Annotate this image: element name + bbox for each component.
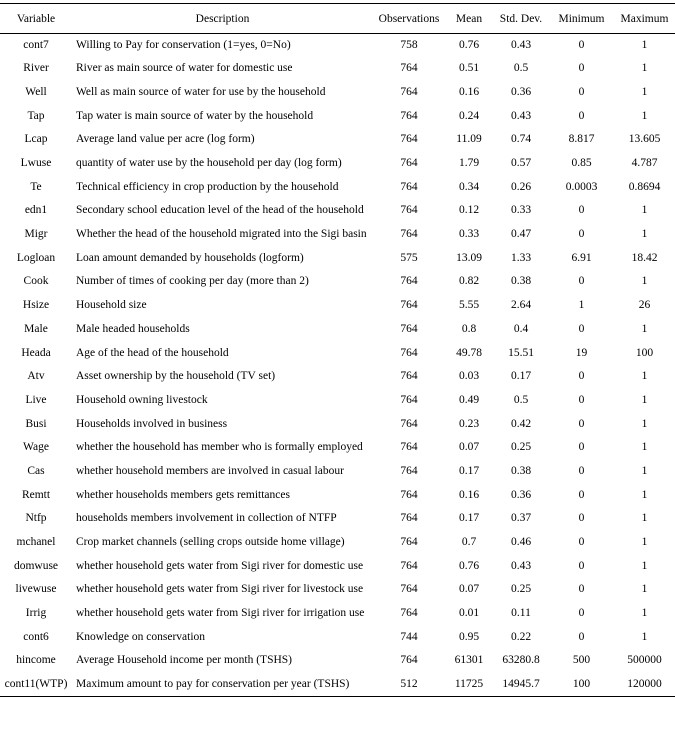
cell-description: whether household gets water from Sigi river for domestic use — [76, 559, 364, 572]
cell-variable: Atv — [27, 370, 45, 383]
cell-variable: Cook — [23, 275, 49, 288]
cell-maximum: 13.605 — [628, 133, 661, 146]
cell-description: Household owning livestock — [76, 393, 208, 406]
cell-description: Technical efficiency in crop production by the household — [76, 180, 339, 193]
table-row — [0, 152, 675, 176]
cell-std-dev: 0.26 — [510, 180, 532, 193]
cell-minimum: 0 — [578, 583, 585, 596]
cell-observations: 512 — [373, 673, 445, 697]
cell-mean: 0.49 — [458, 393, 480, 406]
cell-variable: Live — [25, 393, 47, 406]
table-row — [0, 34, 675, 58]
cell-mean: 0.16 — [458, 85, 480, 98]
cell-minimum: 19 — [575, 346, 588, 359]
cell-description: Age of the head of the household — [76, 346, 229, 359]
cell-maximum: 1 — [641, 109, 648, 122]
cell-observations: 764 — [400, 157, 418, 170]
cell-variable: cont11(WTP) — [0, 673, 72, 697]
cell-observations: 764 — [400, 133, 418, 146]
cell-mean: 0.95 — [458, 630, 480, 643]
cell-variable: Cas — [27, 464, 45, 477]
cell-mean: 0.03 — [458, 370, 480, 383]
cell-observations: 758 — [400, 38, 418, 51]
cell-description: whether household gets water from Sigi river for livestock use — [76, 583, 364, 596]
cell-minimum: 0 — [578, 204, 585, 217]
table-row — [0, 649, 675, 673]
cell-observations: 764 — [400, 441, 418, 454]
cell-variable: Lwuse — [20, 157, 52, 170]
cell-mean: 5.55 — [458, 299, 480, 312]
table-row — [0, 81, 675, 105]
cell-observations: 764 — [400, 228, 418, 241]
cell-mean: 0.17 — [458, 512, 480, 525]
header-mean: Mean — [445, 4, 493, 34]
cell-maximum: 500000 — [627, 654, 662, 667]
cell-std-dev: 0.43 — [510, 38, 532, 51]
cell-std-dev: 0.22 — [510, 630, 532, 643]
cell-mean: 0.07 — [458, 583, 480, 596]
cell-variable: River — [23, 62, 49, 75]
cell-variable: edn1 — [24, 204, 48, 217]
cell-std-dev: 0.43 — [510, 559, 532, 572]
table-row — [0, 602, 675, 626]
table-header-row — [0, 4, 675, 34]
cell-variable: cont7 — [23, 38, 49, 51]
cell-minimum: 0 — [578, 488, 585, 501]
cell-description: whether household gets water from Sigi river for irrigation use — [76, 607, 365, 620]
cell-mean: 11.09 — [456, 133, 482, 146]
table-row — [0, 484, 675, 508]
cell-maximum: 1 — [641, 417, 648, 430]
cell-minimum: 6.91 — [571, 251, 592, 264]
cell-description: Household size — [76, 299, 147, 312]
table-row — [0, 105, 675, 129]
table-row — [0, 507, 675, 531]
cell-description: whether households members gets remittances — [76, 488, 290, 501]
cell-variable: Tap — [27, 109, 45, 122]
table-row — [0, 341, 675, 365]
cell-mean: 49.78 — [456, 346, 482, 359]
descriptive-statistics-table — [0, 3, 675, 697]
cell-std-dev: 0.11 — [511, 607, 531, 620]
header-description: Description — [72, 4, 373, 34]
table-row — [0, 128, 675, 152]
table-row — [0, 270, 675, 294]
cell-minimum: 0 — [578, 109, 585, 122]
cell-observations: 764 — [400, 512, 418, 525]
cell-minimum: 0 — [578, 228, 585, 241]
cell-description: whether household members are involved in casual labour — [76, 464, 344, 477]
table-row — [0, 294, 675, 318]
cell-observations: 764 — [400, 559, 418, 572]
cell-observations: 764 — [400, 275, 418, 288]
cell-description: Number of times of cooking per day (more than 2) — [76, 275, 309, 288]
cell-minimum: 0 — [578, 559, 585, 572]
cell-mean: 11725 — [445, 673, 493, 697]
cell-description: Male headed households — [76, 322, 190, 335]
table-row — [0, 531, 675, 555]
cell-minimum: 0 — [578, 464, 585, 477]
cell-observations: 764 — [400, 417, 418, 430]
cell-description: Whether the head of the household migrated into the Sigi basin — [76, 228, 367, 241]
cell-maximum: 18.42 — [631, 251, 658, 264]
cell-maximum: 1 — [641, 85, 648, 98]
cell-std-dev: 0.36 — [510, 488, 532, 501]
cell-minimum: 1 — [578, 299, 585, 312]
cell-minimum: 0 — [578, 417, 585, 430]
cell-mean: 0.17 — [458, 464, 480, 477]
cell-maximum: 1 — [641, 275, 648, 288]
cell-std-dev: 0.38 — [510, 464, 532, 477]
cell-mean: 0.8 — [461, 322, 477, 335]
cell-mean: 0.07 — [458, 441, 480, 454]
cell-maximum: 120000 — [614, 673, 675, 697]
table-row — [0, 199, 675, 223]
cell-variable: Well — [25, 85, 47, 98]
cell-variable: hincome — [16, 654, 56, 667]
cell-minimum: 0 — [578, 441, 585, 454]
cell-std-dev: 0.5 — [513, 62, 529, 75]
cell-mean: 0.34 — [458, 180, 480, 193]
cell-maximum: 1 — [641, 204, 648, 217]
cell-std-dev: 0.36 — [510, 85, 532, 98]
cell-variable: Male — [24, 322, 48, 335]
cell-maximum: 1 — [641, 464, 648, 477]
cell-observations: 575 — [400, 251, 418, 264]
cell-description: Willing to Pay for conservation (1=yes, 0=No) — [76, 38, 291, 51]
cell-maximum: 1 — [641, 488, 648, 501]
cell-std-dev: 0.43 — [510, 109, 532, 122]
cell-description: Households involved in business — [76, 417, 228, 430]
cell-description: Loan amount demanded by households (logform) — [76, 251, 304, 264]
cell-minimum: 0 — [578, 630, 585, 643]
table-row — [0, 673, 675, 697]
table-row — [0, 389, 675, 413]
cell-mean: 0.12 — [458, 204, 480, 217]
table-row — [0, 365, 675, 389]
cell-minimum: 0 — [578, 38, 585, 51]
cell-std-dev: 0.4 — [513, 322, 529, 335]
cell-maximum: 1 — [641, 536, 648, 549]
table-row — [0, 223, 675, 247]
cell-std-dev: 0.74 — [510, 133, 532, 146]
cell-observations: 764 — [400, 393, 418, 406]
cell-observations: 764 — [400, 346, 418, 359]
cell-std-dev: 0.33 — [510, 204, 532, 217]
cell-maximum: 0.8694 — [628, 180, 661, 193]
cell-variable: Logloan — [16, 251, 56, 264]
cell-minimum: 0 — [578, 370, 585, 383]
cell-observations: 764 — [400, 204, 418, 217]
cell-maximum: 1 — [641, 559, 648, 572]
cell-description: Secondary school education level of the head of the household — [76, 204, 364, 217]
cell-mean: 0.7 — [461, 536, 477, 549]
cell-maximum: 1 — [641, 38, 648, 51]
cell-observations: 764 — [400, 536, 418, 549]
cell-minimum: 8.817 — [568, 133, 595, 146]
cell-description: quantity of water use by the household per day (log form) — [76, 157, 342, 170]
cell-minimum: 0 — [578, 607, 585, 620]
cell-std-dev: 0.5 — [513, 393, 529, 406]
cell-maximum: 1 — [641, 393, 648, 406]
header-maximum: Maximum — [614, 4, 675, 34]
cell-minimum: 0 — [578, 62, 585, 75]
cell-observations: 764 — [400, 464, 418, 477]
cell-minimum: 0 — [578, 322, 585, 335]
table-row — [0, 57, 675, 81]
cell-mean: 0.76 — [458, 38, 480, 51]
cell-variable: Wage — [23, 441, 49, 454]
cell-variable: domwuse — [13, 559, 59, 572]
cell-std-dev: 15.51 — [508, 346, 534, 359]
cell-observations: 764 — [400, 299, 418, 312]
cell-description: whether the household has member who is formally employed — [76, 441, 363, 454]
table-row — [0, 555, 675, 579]
cell-mean: 0.82 — [458, 275, 480, 288]
cell-std-dev: 63280.8 — [502, 654, 540, 667]
cell-maximum: 1 — [641, 607, 648, 620]
cell-minimum: 0 — [578, 85, 585, 98]
cell-maximum: 1 — [641, 441, 648, 454]
cell-observations: 764 — [400, 322, 418, 335]
cell-std-dev: 2.64 — [510, 299, 532, 312]
cell-observations: 764 — [400, 85, 418, 98]
cell-maximum: 1 — [641, 370, 648, 383]
cell-maximum: 1 — [641, 62, 648, 75]
table-row — [0, 436, 675, 460]
cell-variable: livewuse — [15, 583, 57, 596]
cell-description: Knowledge on conservation — [76, 630, 206, 643]
cell-variable: Hsize — [22, 299, 50, 312]
cell-variable: Irrig — [25, 607, 47, 620]
cell-std-dev: 0.17 — [510, 370, 532, 383]
cell-mean: 0.51 — [458, 62, 480, 75]
cell-observations: 764 — [400, 654, 418, 667]
table-row — [0, 413, 675, 437]
cell-std-dev: 0.25 — [510, 441, 532, 454]
cell-variable: mchanel — [16, 536, 56, 549]
cell-variable: cont6 — [23, 630, 49, 643]
table-row — [0, 460, 675, 484]
cell-std-dev: 0.46 — [510, 536, 532, 549]
header-observations: Observations — [373, 4, 445, 34]
cell-mean: 0.33 — [458, 228, 480, 241]
cell-observations: 764 — [400, 607, 418, 620]
cell-maximum: 1 — [641, 630, 648, 643]
cell-variable: Migr — [24, 228, 48, 241]
cell-description: households members involvement in collection of NTFP — [76, 512, 337, 525]
cell-description: River as main source of water for domestic use — [76, 62, 293, 75]
cell-std-dev: 0.47 — [510, 228, 532, 241]
cell-mean: 0.16 — [458, 488, 480, 501]
cell-minimum: 100 — [549, 673, 614, 697]
cell-std-dev: 0.37 — [510, 512, 532, 525]
cell-observations: 764 — [400, 583, 418, 596]
cell-description: Crop market channels (selling crops outside home village) — [76, 536, 345, 549]
cell-variable: Lcap — [24, 133, 48, 146]
cell-std-dev: 14945.7 — [493, 673, 549, 697]
cell-maximum: 1 — [641, 228, 648, 241]
table-row — [0, 578, 675, 602]
header-std-dev: Std. Dev. — [493, 4, 549, 34]
cell-observations: 764 — [400, 62, 418, 75]
cell-description: Well as main source of water for use by the household — [76, 85, 326, 98]
cell-variable: Te — [30, 180, 42, 193]
cell-variable: Ntfp — [25, 512, 47, 525]
cell-mean: 0.76 — [458, 559, 480, 572]
cell-minimum: 0.85 — [571, 157, 592, 170]
cell-minimum: 0 — [578, 536, 585, 549]
cell-mean: 13.09 — [456, 251, 482, 264]
cell-observations: 764 — [400, 488, 418, 501]
cell-minimum: 0.0003 — [565, 180, 598, 193]
cell-std-dev: 0.57 — [510, 157, 532, 170]
cell-std-dev: 0.42 — [510, 417, 532, 430]
table-row — [0, 176, 675, 200]
cell-description: Average land value per acre (log form) — [76, 133, 255, 146]
cell-maximum: 100 — [635, 346, 654, 359]
cell-observations: 744 — [400, 630, 418, 643]
cell-std-dev: 0.25 — [510, 583, 532, 596]
header-variable: Variable — [0, 4, 72, 34]
cell-maximum: 26 — [638, 299, 651, 312]
cell-mean: 0.01 — [458, 607, 480, 620]
cell-observations: 764 — [400, 180, 418, 193]
cell-variable: Busi — [25, 417, 47, 430]
header-minimum: Minimum — [549, 4, 614, 34]
cell-minimum: 500 — [572, 654, 591, 667]
cell-minimum: 0 — [578, 275, 585, 288]
cell-mean: 0.24 — [458, 109, 480, 122]
table-row — [0, 318, 675, 342]
cell-observations: 764 — [400, 109, 418, 122]
cell-mean: 61301 — [454, 654, 484, 667]
cell-minimum: 0 — [578, 393, 585, 406]
cell-maximum: 1 — [641, 322, 648, 335]
table-row — [0, 626, 675, 650]
cell-description: Maximum amount to pay for conservation per year (TSHS) — [72, 673, 373, 697]
table-body — [0, 34, 675, 697]
cell-description: Average Household income per month (TSHS) — [76, 654, 293, 667]
cell-maximum: 1 — [641, 583, 648, 596]
cell-minimum: 0 — [578, 512, 585, 525]
cell-std-dev: 0.38 — [510, 275, 532, 288]
cell-mean: 0.23 — [458, 417, 480, 430]
cell-std-dev: 1.33 — [510, 251, 532, 264]
cell-description: Tap water is main source of water by the household — [76, 109, 314, 122]
cell-description: Asset ownership by the household (TV set) — [76, 370, 276, 383]
cell-maximum: 4.787 — [631, 157, 658, 170]
cell-variable: Remtt — [21, 488, 51, 501]
cell-variable: Heada — [21, 346, 51, 359]
cell-maximum: 1 — [641, 512, 648, 525]
cell-mean: 1.79 — [458, 157, 480, 170]
table-row — [0, 247, 675, 271]
cell-observations: 764 — [400, 370, 418, 383]
